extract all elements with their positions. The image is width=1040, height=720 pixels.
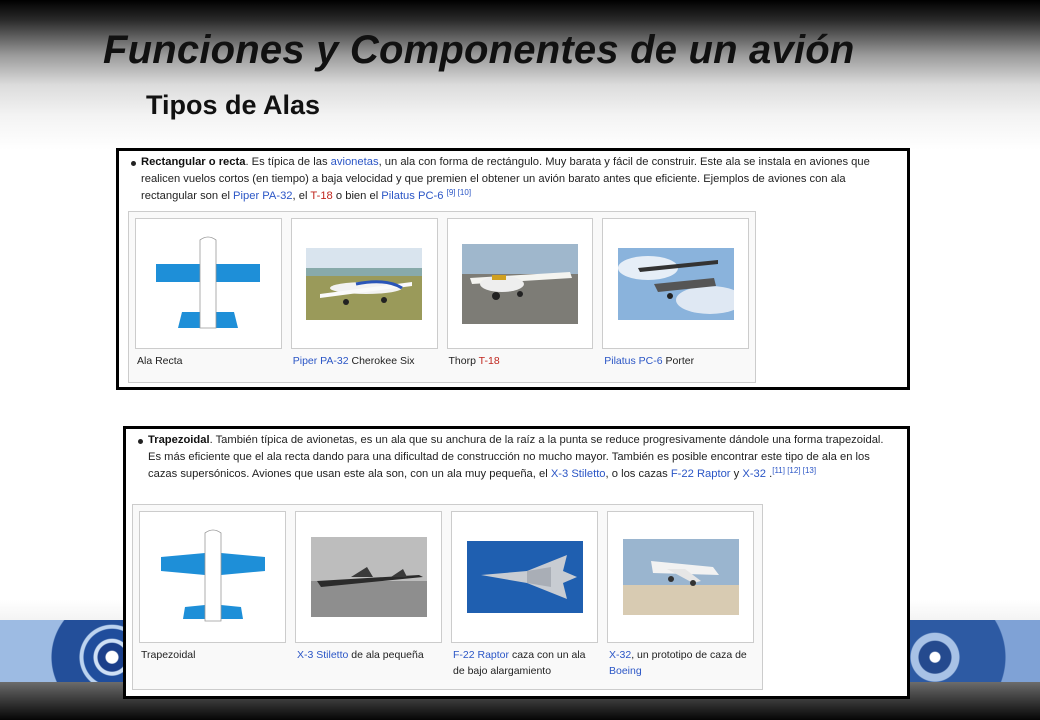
caption xyxy=(447,349,594,369)
caption-text: Porter xyxy=(662,355,695,367)
decorative-emblem-right xyxy=(890,620,1040,682)
thorp-t18-photo[interactable] xyxy=(447,218,594,349)
rectangular-wing-diagram[interactable] xyxy=(135,218,282,349)
gallery-item xyxy=(295,511,442,683)
caption-text: caza con un ala de bajo alargamiento xyxy=(453,649,586,677)
text: , el xyxy=(292,190,311,203)
gallery-item xyxy=(135,218,282,376)
caption xyxy=(607,643,754,679)
rectangular-wing-panel xyxy=(116,148,910,390)
text: y xyxy=(730,468,743,481)
gallery-item xyxy=(291,218,438,376)
link-x-32[interactable]: X-32 xyxy=(742,468,766,481)
caption-text: , un prototipo de caza de xyxy=(631,649,747,661)
gallery-item xyxy=(602,218,749,376)
link-avionetas[interactable]: avionetas xyxy=(330,156,379,168)
trapezoidal-heading: Trapezoidal xyxy=(148,434,210,446)
caption xyxy=(291,349,438,369)
link-t-18[interactable]: T-18 xyxy=(310,190,333,203)
pilatus-photo[interactable] xyxy=(602,218,749,349)
caption xyxy=(451,643,598,679)
caption-text: de ala pequeña xyxy=(348,649,424,661)
text: . También típica de avionetas, es un ala que su anchura de la raíz a la punta se reduce progresivamente dándole una forma trapezoidal. Es más eficiente que el ala recta dando para una dificultad de construcción no mucho mayor. También es posible encontrar este tipo de ala en los cazas supersónicos. Aviones que usan este ala son, con un ala muy pequeña, el xyxy=(148,434,884,481)
references[interactable]: [11] [12] [13] xyxy=(772,466,817,476)
gallery-item xyxy=(607,511,754,683)
text: , o los cazas xyxy=(605,468,671,481)
rectangular-description xyxy=(119,151,907,206)
link-piper-pa-32[interactable]: Piper PA-32 xyxy=(292,355,349,367)
link-pilatus-pc-6[interactable]: Pilatus PC-6 xyxy=(381,190,444,203)
trapezoidal-gallery xyxy=(132,504,763,690)
caption: Trapezoidal xyxy=(141,649,196,661)
f22-raptor-photo[interactable] xyxy=(451,511,598,643)
bullet-icon xyxy=(138,439,143,444)
bullet-icon xyxy=(131,161,136,166)
caption-text: Thorp xyxy=(448,355,479,367)
link-x-3-stiletto[interactable]: X-3 Stiletto xyxy=(550,468,606,481)
x32-prototype-photo[interactable] xyxy=(607,511,754,643)
x3-stiletto-photo[interactable] xyxy=(295,511,442,643)
text: . Es típica de las xyxy=(245,156,331,168)
gallery-item xyxy=(447,218,594,376)
link-f-22-raptor[interactable]: F-22 Raptor xyxy=(670,468,731,481)
slide-subtitle: Tipos de Alas xyxy=(146,90,321,120)
caption xyxy=(602,349,749,369)
text: o bien el xyxy=(332,190,382,203)
trapezoidal-wing-panel xyxy=(123,426,910,699)
link-x-32[interactable]: X-32 xyxy=(609,649,632,661)
slide-title: Funciones y Componentes de un avión xyxy=(103,28,855,72)
link-f-22-raptor[interactable]: F-22 Raptor xyxy=(453,649,510,661)
link-boeing[interactable]: Boeing xyxy=(609,665,642,677)
link-piper-pa-32[interactable]: Piper PA-32 xyxy=(233,190,293,203)
text: , un ala con forma de rectángulo. Muy barata y fácil de construir. Este ala se instala en aviones que realicen vuelos cortos (en tiempo) a baja velocidad y que premien el obtener un avión barato antes que eficiente. Ejemplos de aviones con ala rectangular son el xyxy=(141,156,870,203)
piper-photo[interactable] xyxy=(291,218,438,349)
text: . xyxy=(766,468,773,481)
gallery-item xyxy=(451,511,598,683)
trapezoidal-description xyxy=(126,429,907,484)
rectangular-gallery xyxy=(128,211,756,383)
rectangular-heading: Rectangular o recta xyxy=(141,156,246,168)
trapezoidal-wing-diagram[interactable] xyxy=(139,511,286,643)
caption: Ala Recta xyxy=(137,355,183,367)
link-x-3-stiletto[interactable]: X-3 Stiletto xyxy=(297,649,349,661)
references[interactable]: [9] [10] xyxy=(446,188,472,198)
caption-text: Cherokee Six xyxy=(348,355,415,367)
gallery-item xyxy=(139,511,286,683)
caption xyxy=(295,643,442,663)
link-pilatus-pc-6[interactable]: Pilatus PC-6 xyxy=(604,355,663,367)
link-t-18[interactable]: T-18 xyxy=(478,355,500,367)
